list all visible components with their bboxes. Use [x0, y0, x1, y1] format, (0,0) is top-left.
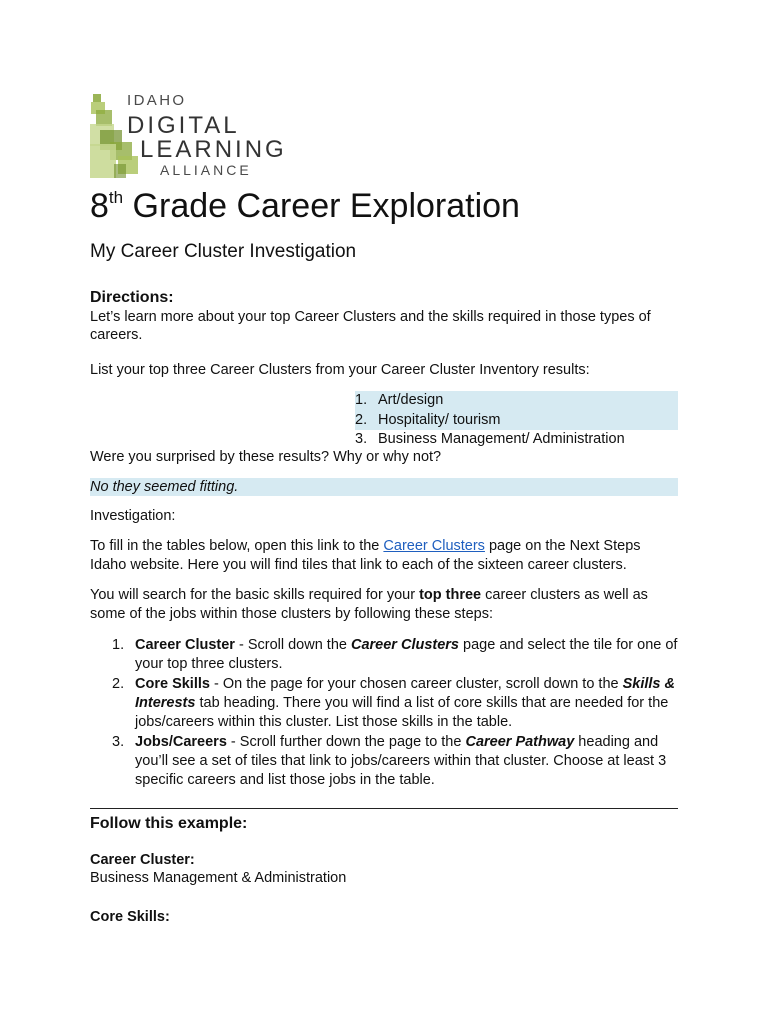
- logo-line-alliance: ALLIANCE: [160, 162, 252, 178]
- step-emphasis: Career Clusters: [351, 637, 459, 653]
- example-heading: Follow this example:: [90, 815, 248, 832]
- title-text: Grade Career Exploration: [123, 187, 520, 225]
- logo-line-digital: DIGITAL: [127, 112, 240, 139]
- step-item: [90, 733, 678, 790]
- cluster-answer-text: Hospitality/ tourism: [378, 411, 501, 428]
- cluster-answer-text: Art/design: [378, 392, 444, 408]
- paragraph-text: You will search for the basic skills required for your: [90, 587, 420, 603]
- investigation-label: Investigation:: [90, 508, 176, 524]
- step-emphasis: Career Pathway: [465, 734, 575, 750]
- instructions-paragraph-steps: [90, 586, 678, 624]
- cluster-answer-field[interactable]: [355, 411, 678, 431]
- top-clusters-list: [355, 391, 678, 450]
- step-title: Jobs/Careers: [135, 734, 227, 750]
- horizontal-divider: [90, 808, 678, 809]
- step-title: Career Cluster: [135, 637, 235, 653]
- step-title: Core Skills: [135, 676, 210, 692]
- cluster-answer-field[interactable]: [355, 391, 678, 411]
- core-skills-label: Core Skills:: [90, 909, 170, 925]
- page-subtitle: My Career Cluster Investigation: [90, 241, 357, 262]
- career-cluster-label: Career Cluster:: [90, 852, 195, 868]
- title-grade-number: 8: [90, 187, 109, 225]
- list-number: 3.: [355, 431, 368, 447]
- document-page: [90, 90, 678, 925]
- step-item: [90, 636, 678, 674]
- list-number: 2.: [112, 676, 125, 692]
- paragraph-text: page on the Next Steps Idaho website. Here you will find tiles that link to each of the sixteen career clusters.: [90, 538, 641, 573]
- surprise-question: Were you surprised by these results? Why or why not?: [90, 449, 442, 465]
- list-number: 2.: [355, 411, 368, 428]
- idaho-digital-learning-alliance-logo: [90, 90, 300, 180]
- step-text: heading and you’ll see a set of tiles that link to jobs/careers within that cluster. Choose at least 3 specific careers and list those jobs in the table.: [135, 734, 667, 788]
- cluster-answer-text: Business Management/ Administration: [378, 431, 625, 447]
- logo-line-learning: LEARNING: [140, 136, 287, 163]
- paragraph-text: To fill in the tables below, open this link to the: [90, 538, 384, 554]
- step-item: [90, 675, 678, 732]
- clusters-list-intro: List your top three Career Clusters from your Career Cluster Inventory results:: [90, 362, 590, 378]
- surprise-answer-field[interactable]: No they seemed fitting.: [90, 478, 678, 496]
- cluster-answer-field[interactable]: [355, 430, 678, 450]
- title-superscript: th: [108, 188, 124, 207]
- step-text: tab heading. There you will find a list of core skills that are needed for the jobs/careers within this cluster. List those skills in the table.: [135, 695, 669, 730]
- directions-heading: Directions:: [90, 289, 174, 306]
- directions-text: Let’s learn more about your top Career Clusters and the skills required in those types of careers.: [90, 309, 651, 343]
- paragraph-text: career clusters as well as some of the jobs within those clusters by following these steps:: [90, 587, 648, 622]
- step-text: - Scroll down the: [234, 637, 351, 653]
- paragraph-bold-text: top three: [419, 587, 482, 603]
- step-text: page and select the tile for one of your top three clusters.: [135, 637, 678, 672]
- page-title: [90, 179, 520, 225]
- logo-line-idaho: IDAHO: [127, 92, 187, 109]
- list-number: 1.: [112, 637, 125, 653]
- career-cluster-value: Business Management & Administration: [90, 870, 347, 886]
- step-emphasis: Skills & Interests: [135, 676, 675, 711]
- instructions-paragraph-link: [90, 537, 678, 575]
- steps-list: [90, 636, 678, 791]
- career-clusters-link[interactable]: Career Clusters: [383, 538, 485, 554]
- list-number: 3.: [112, 734, 125, 750]
- list-number: 1.: [355, 392, 368, 408]
- step-text: - On the page for your chosen career cluster, scroll down to the: [209, 676, 623, 692]
- step-text: - Scroll further down the page to the: [226, 734, 466, 750]
